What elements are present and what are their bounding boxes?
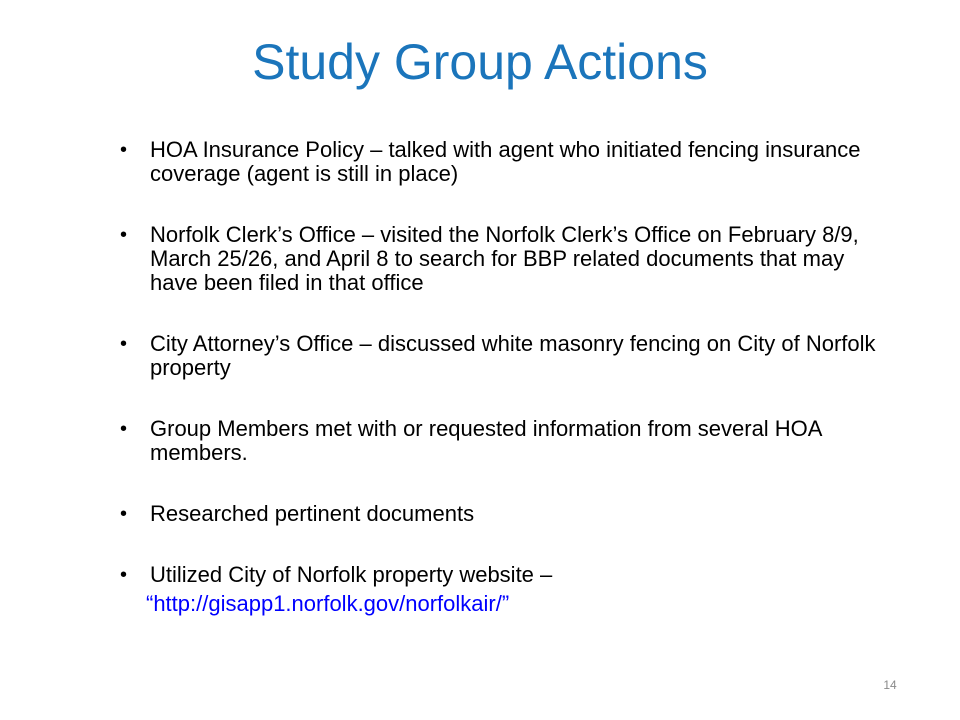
bullet-text: HOA Insurance Policy – talked with agent who initiated fencing insurance coverage (agent is still in place) [150,137,861,186]
list-item [120,417,890,465]
bullet-text: Norfolk Clerk’s Office – visited the Norfolk Clerk’s Office on February 8/9, March 25/26, and April 8 to search for BBP related documents that may have been filed in that office [150,222,859,295]
bullet-icon: • [120,503,128,525]
bullet-text: Utilized City of Norfolk property website – [150,562,553,587]
bullet-icon: • [120,418,128,440]
list-item [120,332,890,380]
list-item [120,223,890,295]
bullet-text: Group Members met with or requested information from several HOA members. [150,416,822,465]
bullet-text: City Attorney’s Office – discussed white masonry fencing on City of Norfolk property [150,331,876,380]
bullet-icon: • [120,564,128,586]
bullet-list [120,138,890,625]
bullet-icon: • [120,139,128,161]
list-item [120,563,890,617]
website-link[interactable]: “http://gisapp1.norfolk.gov/norfolkair/” [146,591,510,616]
list-item [120,138,890,186]
page-number: 14 [883,678,897,692]
bullet-icon: • [120,224,128,246]
slide-title: Study Group Actions [252,34,708,90]
bullet-text: Researched pertinent documents [150,501,475,526]
list-item [120,502,890,526]
bullet-icon: • [120,333,128,355]
